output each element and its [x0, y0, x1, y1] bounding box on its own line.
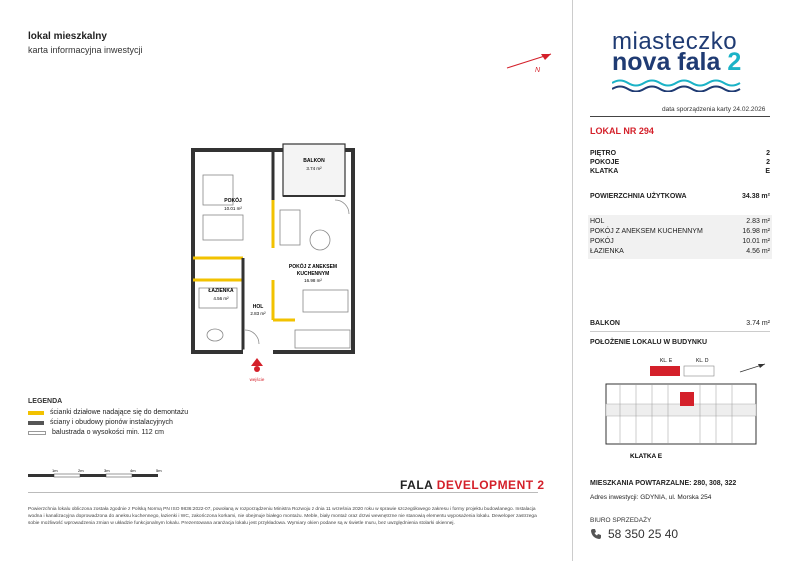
developer-name-part1: FALA [400, 478, 437, 492]
area-value: 34.38 m² [741, 193, 770, 200]
room-row [590, 238, 770, 245]
svg-text:N: N [535, 67, 541, 74]
plan-aneks-label2: KUCHENNYM [296, 271, 330, 277]
date-line: data sporządzenia karty 24.02.2026 [662, 106, 766, 113]
plan-aneks-label1: POKÓJ Z ANEKSEM [288, 264, 338, 270]
info-key: PIĘTRO [590, 150, 617, 157]
phone-icon [590, 528, 602, 540]
plan-entrance-label: wejście [249, 377, 265, 382]
logo-nova-fala: nova fala [612, 48, 721, 76]
lokal-number: LOKAL NR 294 [590, 126, 654, 136]
disclaimer-text: Powierzchnia lokalu obliczona została zgodnie z Polską Normą PN ISO 9836:2022-07, powołaną w rozporządzeniu Ministra Rozwoju z dnia 11 września 2020 roku w sprawie szczegółowego zakresu i formy projektu budowlanego. Instalacja wodna i kanalizacyjna doprowadzona do aneksu kuchennego, łazienki i WC, zakończona korkami, nie obejmuje białego montażu. Meble, biały montaż oraz drzwi wewnętrzne nie stanowią elementu wyposażenia lokalu. Deweloper zastrzega sobie możliwość wprowadzenia zmian w układzie funkcjonalnym lokalu. Prezentowana aranżacja lokalu jest przykładowa. Wymiary okien podane są w świetle muru, bez uwzględnienia stolarki okiennej. [28, 507, 537, 526]
legend-label: ścianki działowe nadające się do demontażu [50, 409, 189, 416]
logo-number: 2 [727, 48, 742, 76]
plan-aneks-area: 16.98 m² [304, 278, 322, 283]
right-divider [590, 116, 770, 117]
legend-swatch-grey [28, 421, 44, 425]
legend-title: LEGENDA [28, 398, 63, 405]
balcony-value: 3.74 m² [746, 320, 770, 327]
room-row [590, 228, 770, 235]
plan-balkon-area: 3.74 m² [306, 166, 322, 171]
balcony-divider [590, 331, 770, 332]
room-area: 4.56 m² [746, 248, 770, 255]
room-name: POKÓJ Z ANEKSEM KUCHENNYM [590, 228, 703, 235]
document-type: lokal mieszkalny [28, 31, 107, 42]
panel-divider [572, 0, 573, 561]
info-key: POKOJE [590, 159, 620, 166]
room-area: 2.83 m² [746, 218, 770, 225]
plan-hol-area: 2.83 m² [250, 311, 266, 316]
area-label: POWIERZCHNIA UŻYTKOWA [590, 193, 687, 200]
waves-logo-icon [612, 78, 742, 92]
info-row [590, 168, 770, 175]
plan-lazienka-area: 4.56 m² [213, 296, 229, 301]
info-value: 2 [766, 150, 770, 157]
room-area: 10.01 m² [742, 238, 770, 245]
plan-balkon-label: BALKON [303, 158, 325, 164]
info-row [590, 150, 770, 157]
plan-lazienka-label: ŁAZIENKA [208, 288, 234, 294]
balcony-row [590, 320, 770, 327]
developer-name-part2: DEVELOPMENT 2 [436, 478, 545, 492]
scale-label: 2m [78, 468, 84, 473]
scale-label: 3m [104, 468, 110, 473]
legend-swatch-yellow [28, 411, 44, 415]
logo-line1: miasteczko [612, 28, 738, 55]
legend-label: ściany i obudowy pionów instalacyjnych [50, 419, 173, 426]
room-name: ŁAZIENKA [590, 248, 624, 255]
room-row [590, 218, 770, 225]
phone-number[interactable]: 58 350 25 40 [608, 527, 679, 541]
legend-swatch-outline [28, 431, 46, 435]
info-key: KLATKA [590, 168, 619, 175]
plan-pokoj-label: POKÓJ [224, 198, 242, 204]
legend-item-balustrade [28, 429, 164, 436]
sales-office-label: BIURO SPRZEDAŻY [590, 517, 652, 524]
scale-label: 5m [156, 468, 162, 473]
room-name: HOL [590, 218, 605, 225]
kl-d-label: KL. D [696, 358, 709, 364]
building-location-diagram [600, 352, 770, 472]
legend-label: balustrada o wysokości min. 112 cm [52, 429, 164, 436]
info-value: E [765, 168, 770, 175]
plan-pokoj-area: 10.01 m² [224, 206, 242, 211]
legend-item-demountable [28, 409, 188, 416]
legend-item-walls [28, 419, 173, 426]
room-row [590, 248, 770, 255]
info-row [590, 159, 770, 166]
balcony-label: BALKON [590, 320, 620, 327]
location-title: POŁOŻENIE LOKALU W BUDYNKU [590, 339, 708, 346]
north-arrow-icon [505, 50, 555, 74]
klatka-label: KLATKA E [630, 453, 663, 460]
room-name: POKÓJ [590, 238, 614, 245]
scale-label: 4m [130, 468, 136, 473]
scale-label: 1m [52, 468, 58, 473]
room-area: 16.98 m² [742, 228, 770, 235]
scale-bar [28, 466, 168, 480]
area-row [590, 193, 770, 200]
bottom-divider [28, 492, 538, 493]
repeated-units: MIESZKANIA POWTARZALNE: 280, 308, 322 [590, 480, 737, 487]
plan-hol-label: HOL [252, 304, 264, 310]
info-value: 2 [766, 159, 770, 166]
developer-logo [400, 478, 545, 492]
kl-e-label: KL. E [660, 358, 673, 364]
floor-plan [185, 130, 365, 390]
investment-address: Adres inwestycji: GDYNIA, ul. Morska 254 [590, 494, 712, 501]
logo-line2 [612, 48, 741, 77]
document-subtitle: karta informacyjna inwestycji [28, 45, 143, 55]
